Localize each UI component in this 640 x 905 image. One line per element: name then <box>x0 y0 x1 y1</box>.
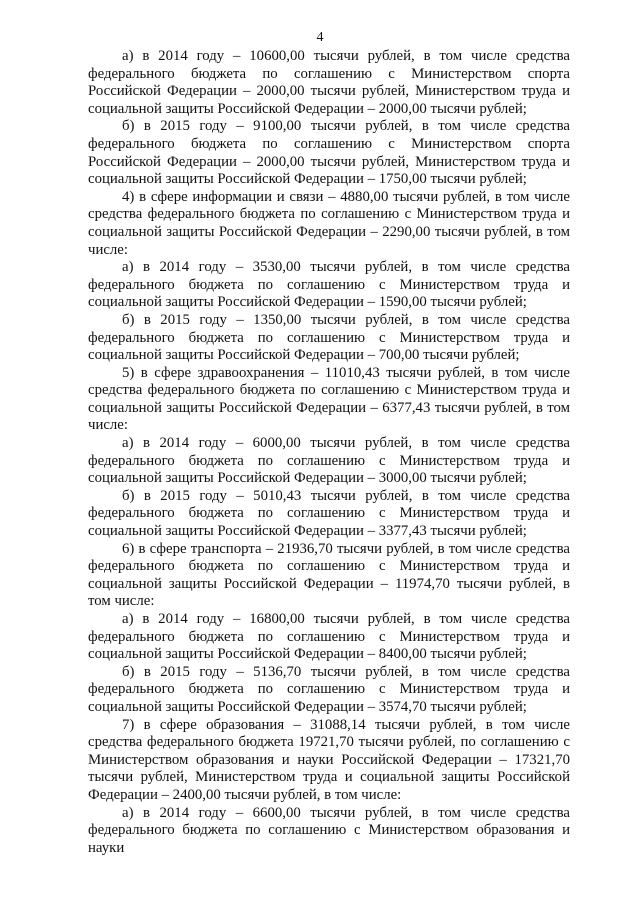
paragraph-information-2014: а) в 2014 году – 3530,00 тысячи рублей, в том числе средства федерального бюджета по соглашению с Министерством труда и социальной защиты Российской Федерации – 1590,00 тысячи рублей; <box>88 259 570 311</box>
page-number: 4 <box>316 30 324 45</box>
paragraph-transport-2015: б) в 2015 году – 5136,70 тысячи рублей, в том числе средства федерального бюджета по соглашению с Министерством труда и социальной защиты Российской Федерации – 3574,70 тысячи рублей; <box>88 663 570 715</box>
paragraph-2014-sport: а) в 2014 году – 10600,00 тысячи рублей, в том числе средства федерального бюджета по соглашению с Министерством спорта Российской Федерации – 2000,00 тысячи рублей, Министерством труда и социальной защиты Российской Федерации – 2000,00 тысячи рублей; <box>88 48 570 117</box>
document-body <box>88 48 570 857</box>
paragraph-healthcare-2014: а) в 2014 году – 6000,00 тысячи рублей, в том числе средства федерального бюджета по соглашению с Министерством труда и социальной защиты Российской Федерации – 3000,00 тысячи рублей; <box>88 435 570 487</box>
paragraph-healthcare: 5) в сфере здравоохранения – 11010,43 тысячи рублей, в том числе средства федерального бюджета по соглашению с Министерством труда и социальной защиты Российской Федерации – 6377,43 тысячи рублей, в том числе: <box>88 364 570 434</box>
paragraph-healthcare-2015: б) в 2015 году – 5010,43 тысячи рублей, в том числе средства федерального бюджета по соглашению с Министерством труда и социальной защиты Российской Федерации – 3377,43 тысячи рублей; <box>88 487 570 540</box>
paragraph-transport-2014: а) в 2014 году – 16800,00 тысячи рублей, в том числе средства федерального бюджета по соглашению с Министерством труда и социальной защиты Российской Федерации – 8400,00 тысячи рублей; <box>88 611 570 663</box>
paragraph-information-communication: 4) в сфере информации и связи – 4880,00 тысячи рублей, в том числе средства федерального бюджета по соглашению с Министерством труда и социальной защиты Российской Федерации – 2290,00 тысячи рублей, в том числе: <box>88 188 570 258</box>
paragraph-2015-sport: б) в 2015 году – 9100,00 тысячи рублей, в том числе средства федерального бюджета по соглашению с Министерством спорта Российской Федерации – 2000,00 тысячи рублей, Министерством труда и социальной защиты Российской Федерации – 1750,00 тысячи рублей; <box>88 118 570 188</box>
paragraph-transport: 6) в сфере транспорта – 21936,70 тысячи рублей, в том числе средства федерального бюджета по соглашению с Министерством труда и социальной защиты Российской Федерации – 11974,70 тысячи рублей, в том числе: <box>88 540 570 610</box>
paragraph-education: 7) в сфере образования – 31088,14 тысячи рублей, в том числе средства федерального бюджета 19721,70 тысячи рублей, по соглашению с Министерством образования и науки Российской Федерации – 17321,70 тысячи рублей, Министерством труда и социальной защиты Российской Федерации – 2400,00 тысячи рублей, в том числе: <box>88 716 570 803</box>
paragraph-information-2015: б) в 2015 году – 1350,00 тысячи рублей, в том числе средства федерального бюджета по соглашению с Министерством труда и социальной защиты Российской Федерации – 700,00 тысячи рублей; <box>88 311 570 364</box>
paragraph-education-2014: а) в 2014 году – 6600,00 тысячи рублей, в том числе средства федерального бюджета по соглашению с Министерством образования и науки <box>88 804 570 856</box>
